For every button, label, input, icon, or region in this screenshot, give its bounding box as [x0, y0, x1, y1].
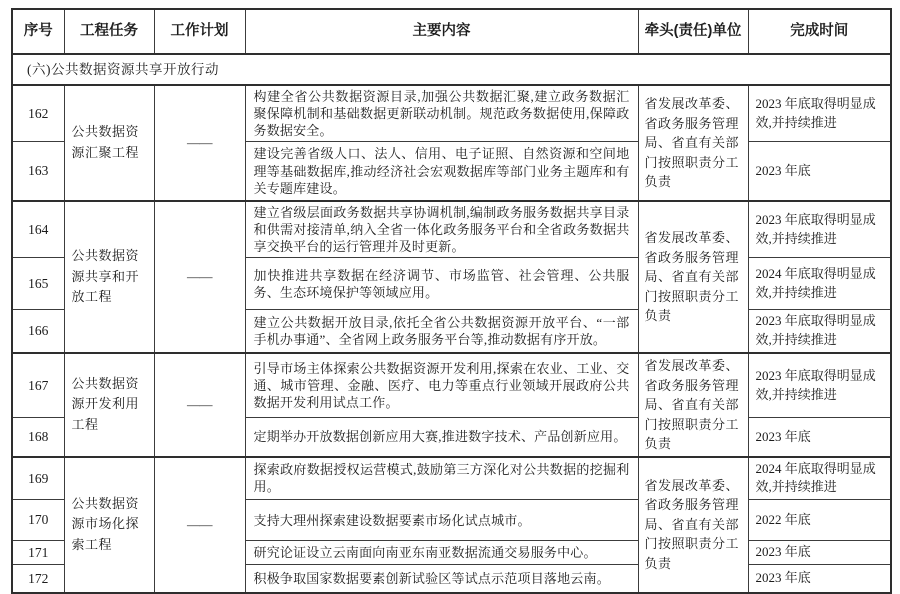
row-166-serial: 166 — [12, 310, 64, 353]
row-165-serial: 165 — [12, 258, 64, 310]
group1-plan-dash: —— — [154, 85, 245, 201]
group4-plan-dash: —— — [154, 457, 245, 593]
column-header-lead-unit: 牵头(责任)单位 — [638, 9, 748, 54]
group2-plan-dash: —— — [154, 201, 245, 353]
row-171-content: 研究论证设立云南面向南亚东南亚数据流通交易服务中心。 — [245, 541, 638, 565]
row-164-serial: 164 — [12, 201, 64, 258]
row-167-content: 引导市场主体探索公共数据资源开发利用,探索在农业、工业、交通、城市管理、金融、医疗、电力等重点行业领域开展政府公共数据开发利用试点工作。 — [245, 353, 638, 418]
row-163-time: 2023 年底 — [748, 142, 891, 201]
column-header-content: 主要内容 — [245, 9, 638, 54]
row-169-time: 2024 年底取得明显成效,并持续推进 — [748, 457, 891, 500]
table-row — [12, 85, 891, 142]
row-169-content: 探索政府数据授权运营模式,鼓励第三方深化对公共数据的挖掘利用。 — [245, 457, 638, 500]
row-168-serial: 168 — [12, 418, 64, 457]
table-header-row — [12, 9, 891, 54]
row-166-content: 建立公共数据开放目录,依托全省公共数据资源开放平台、“一部手机办事通”、全省网上政务服务平台等,推动数据有序开放。 — [245, 310, 638, 353]
group3-task-cell: 公共数据资源开发利用工程 — [64, 353, 154, 457]
row-172-serial: 172 — [12, 565, 64, 593]
group4-lead-unit-cell: 省发展改革委、省政务服务管理局、省直有关部门按照职责分工负责 — [638, 457, 748, 593]
table-row — [12, 201, 891, 258]
row-170-time: 2022 年底 — [748, 500, 891, 541]
row-170-serial: 170 — [12, 500, 64, 541]
group1-task-cell: 公共数据资源汇聚工程 — [64, 85, 154, 201]
row-163-content: 建设完善省级人口、法人、信用、电子证照、自然资源和空间地理等基础数据库,推动经济社会宏观数据库等部门业务主题库和有关专题库建设。 — [245, 142, 638, 201]
row-171-time: 2023 年底 — [748, 541, 891, 565]
row-164-content: 建立省级层面政务数据共享协调机制,编制政务服务数据共享目录和供需对接清单,纳入全省一体化政务服务平台和全省政务数据共享交换平台的运行管理并及时更新。 — [245, 201, 638, 258]
column-header-plan: 工作计划 — [154, 9, 245, 54]
row-167-time: 2023 年底取得明显成效,并持续推进 — [748, 353, 891, 418]
group3-plan-dash: —— — [154, 353, 245, 457]
group2-lead-unit-cell: 省发展改革委、省政务服务管理局、省直有关部门按照职责分工负责 — [638, 201, 748, 353]
row-164-time: 2023 年底取得明显成效,并持续推进 — [748, 201, 891, 258]
column-header-task: 工程任务 — [64, 9, 154, 54]
group4-task-cell: 公共数据资源市场化探索工程 — [64, 457, 154, 593]
row-165-content: 加快推进共享数据在经济调节、市场监管、社会管理、公共服务、生态环境保护等领域应用。 — [245, 258, 638, 310]
action-plan-table — [11, 8, 892, 594]
row-162-serial: 162 — [12, 85, 64, 142]
row-170-content: 支持大理州探索建设数据要素市场化试点城市。 — [245, 500, 638, 541]
group1-lead-unit-cell: 省发展改革委、省政务服务管理局、省直有关部门按照职责分工负责 — [638, 85, 748, 201]
row-171-serial: 171 — [12, 541, 64, 565]
column-header-serial: 序号 — [12, 9, 64, 54]
group3-lead-unit-cell: 省发展改革委、省政务服务管理局、省直有关部门按照职责分工负责 — [638, 353, 748, 457]
table-row — [12, 353, 891, 418]
table-row — [12, 457, 891, 500]
row-165-time: 2024 年底取得明显成效,并持续推进 — [748, 258, 891, 310]
row-169-serial: 169 — [12, 457, 64, 500]
row-167-serial: 167 — [12, 353, 64, 418]
row-166-time: 2023 年底取得明显成效,并持续推进 — [748, 310, 891, 353]
section-title: (六)公共数据资源共享开放行动 — [12, 54, 891, 85]
column-header-finish-time: 完成时间 — [748, 9, 891, 54]
row-162-time: 2023 年底取得明显成效,并持续推进 — [748, 85, 891, 142]
group2-task-cell: 公共数据资源共享和开放工程 — [64, 201, 154, 353]
row-172-time: 2023 年底 — [748, 565, 891, 593]
row-168-time: 2023 年底 — [748, 418, 891, 457]
row-163-serial: 163 — [12, 142, 64, 201]
section-title-row — [12, 54, 891, 85]
row-168-content: 定期举办开放数据创新应用大赛,推进数字技术、产品创新应用。 — [245, 418, 638, 457]
row-172-content: 积极争取国家数据要素创新试验区等试点示范项目落地云南。 — [245, 565, 638, 593]
row-162-content: 构建全省公共数据资源目录,加强公共数据汇聚,建立政务数据汇聚保障机制和基础数据更新联动机制。规范政务数据使用,保障政务数据安全。 — [245, 85, 638, 142]
